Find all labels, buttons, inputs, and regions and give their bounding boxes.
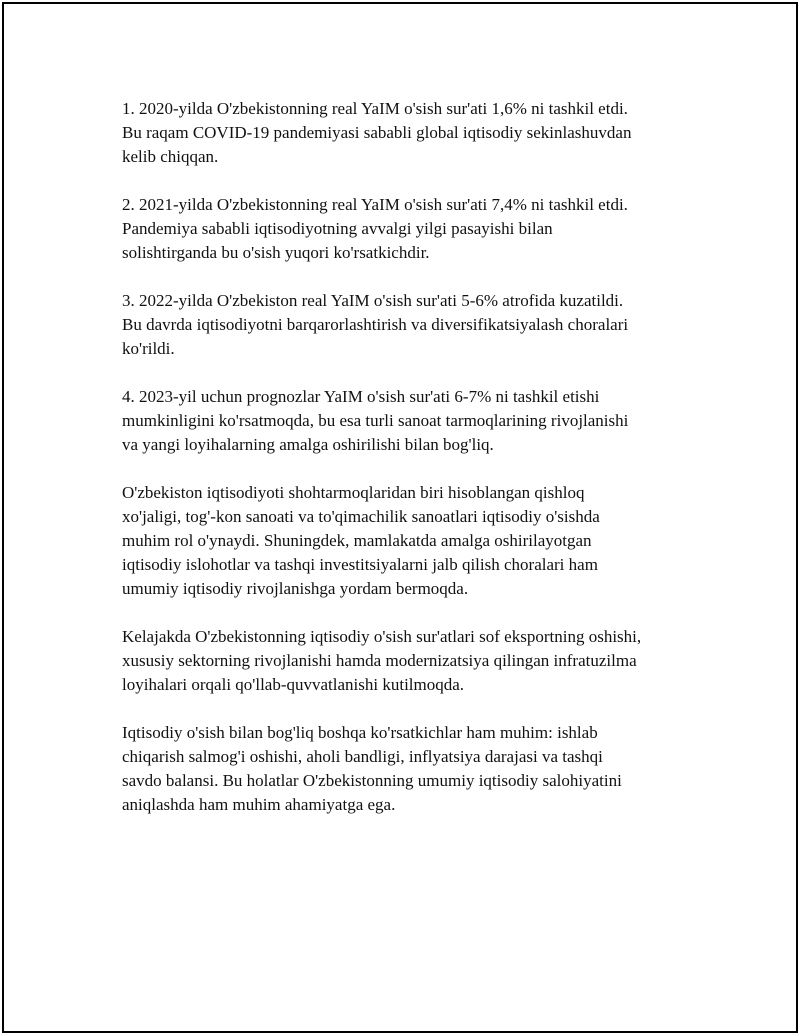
text-line: ko'rildi. — [122, 339, 175, 358]
text-line: Iqtisodiy o'sish bilan bog'liq boshqa ko'rsatkichlar ham muhim: ishlab — [122, 723, 598, 742]
document-body — [122, 97, 712, 841]
text-line: O'zbekiston iqtisodiyoti shohtarmoqlaridan biri hisoblangan qishloq — [122, 483, 585, 502]
paragraph-future-outlook — [122, 625, 712, 697]
text-line: muhim rol o'ynaydi. Shuningdek, mamlakatda amalga oshirilayotgan — [122, 531, 592, 550]
text-line: savdo balansi. Bu holatlar O'zbekistonning umumiy iqtisodiy salohiyatini — [122, 771, 622, 790]
text-line: kelib chiqqan. — [122, 147, 219, 166]
text-line: Bu davrda iqtisodiyotni barqarorlashtirish va diversifikatsiyalash choralari — [122, 315, 629, 334]
text-line: iqtisodiy islohotlar va tashqi investitsiyalarni jalb qilish choralari ham — [122, 555, 598, 574]
text-line: va yangi loyihalarning amalga oshirilishi bilan bog'liq. — [122, 435, 494, 454]
text-line: 2. 2021-yilda O'zbekistonning real YaIM o'sish sur'ati 7,4% ni tashkil etdi. — [122, 195, 628, 214]
text-line: Bu raqam COVID-19 pandemiyasi sababli global iqtisodiy sekinlashuvdan — [122, 123, 632, 142]
paragraph-gdp-2023-forecast — [122, 385, 712, 457]
document-page — [2, 2, 798, 1033]
text-line: loyihalari orqali qo'llab-quvvatlanishi kutilmoqda. — [122, 675, 465, 694]
text-line: aniqlashda ham muhim ahamiyatga ega. — [122, 795, 396, 814]
paragraph-other-indicators — [122, 721, 712, 817]
paragraph-key-sectors — [122, 481, 712, 601]
text-line: Kelajakda O'zbekistonning iqtisodiy o'sish sur'atlari sof eksportning oshishi, — [122, 627, 642, 646]
text-line: chiqarish salmog'i oshishi, aholi bandligi, inflyatsiya darajasi va tashqi — [122, 747, 603, 766]
paragraph-gdp-2020 — [122, 97, 712, 169]
text-line: 1. 2020-yilda O'zbekistonning real YaIM o'sish sur'ati 1,6% ni tashkil etdi. — [122, 99, 628, 118]
text-line: Pandemiya sababli iqtisodiyotning avvalgi yilgi pasayishi bilan — [122, 219, 553, 238]
text-line: solishtirganda bu o'sish yuqori ko'rsatkichdir. — [122, 243, 430, 262]
paragraph-gdp-2021 — [122, 193, 712, 265]
text-line: xo'jaligi, tog'-kon sanoati va to'qimachilik sanoatlari iqtisodiy o'sishda — [122, 507, 600, 526]
text-line: 3. 2022-yilda O'zbekiston real YaIM o'sish sur'ati 5-6% atrofida kuzatildi. — [122, 291, 624, 310]
paragraph-gdp-2022 — [122, 289, 712, 361]
text-line: mumkinligini ko'rsatmoqda, bu esa turli sanoat tarmoqlarining rivojlanishi — [122, 411, 629, 430]
text-line: 4. 2023-yil uchun prognozlar YaIM o'sish sur'ati 6-7% ni tashkil etishi — [122, 387, 600, 406]
text-line: xususiy sektorning rivojlanishi hamda modernizatsiya qilingan infratuzilma — [122, 651, 637, 670]
text-line: umumiy iqtisodiy rivojlanishga yordam bermoqda. — [122, 579, 469, 598]
